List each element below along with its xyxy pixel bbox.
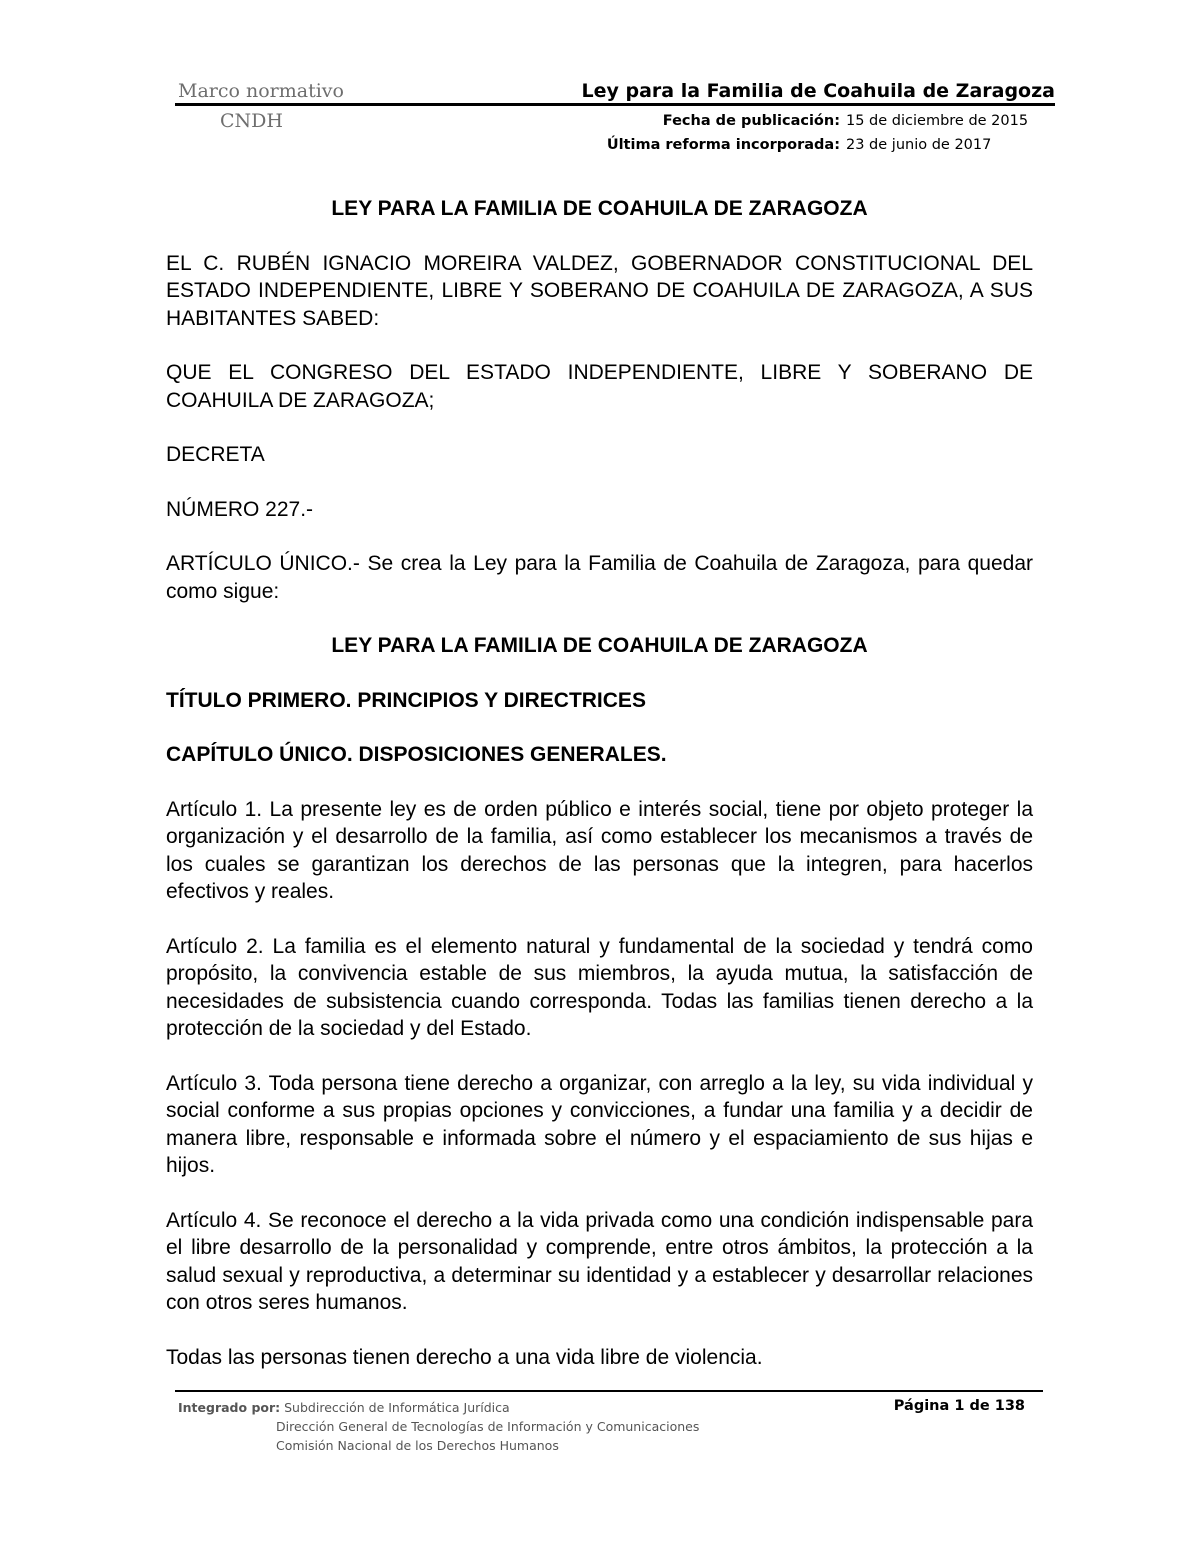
law-heading-2: LEY PARA LA FAMILIA DE COAHUILA DE ZARAGOZA	[331, 634, 868, 657]
law-heading: LEY PARA LA FAMILIA DE COAHUILA DE ZARAGOZA	[331, 197, 868, 220]
header-rule	[175, 103, 1055, 106]
footer-credits	[178, 1398, 699, 1455]
article-4: Artículo 4. Se reconoce el derecho a la vida privada como una condición indispensable para el libre desarrollo de la personalidad y comprende, entre otros ámbitos, la protección a la salud sexual y reproductiva, a determinar su identidad y a establecer y desarrollar relaciones con otros seres humanos.	[166, 1208, 1033, 1314]
header-law-title: Ley para la Familia de Coahuila de Zaragoza	[581, 80, 1055, 102]
document-body	[166, 195, 1033, 1398]
footer-line-2: Dirección General de Tecnologías de Información y Comunicaciones	[276, 1419, 700, 1434]
footer-label: Integrado por:	[178, 1400, 281, 1415]
header-cndh: CNDH	[220, 110, 283, 132]
governor-intro: EL C. RUBÉN IGNACIO MOREIRA VALDEZ, GOBERNADOR CONSTITUCIONAL DEL ESTADO INDEPENDIENTE, LIBRE Y SOBERANO DE COAHUILA DE ZARAGOZA, A SUS HABITANTES SABED:	[166, 251, 1033, 330]
closing-paragraph: Todas las personas tienen derecho a una vida libre de violencia.	[166, 1345, 763, 1369]
header-dates	[560, 109, 1030, 157]
decree-number: NÚMERO 227.-	[166, 497, 314, 521]
last-reform-value: 23 de junio de 2017	[846, 137, 992, 153]
articulo-unico: ARTÍCULO ÚNICO.- Se crea la Ley para la Familia de Coahuila de Zaragoza, para quedar como sigue:	[166, 552, 1033, 603]
publication-date-value: 15 de diciembre de 2015	[846, 113, 1029, 129]
article-2: Artículo 2. La familia es el elemento natural y fundamental de la sociedad y tendrá como propósito, la convivencia estable de sus miembros, la ayuda mutua, la satisfacción de necesidades de subsistencia cuando corresponda. Todas las familias tienen derecho a la protección de la sociedad y del Estado.	[166, 934, 1033, 1040]
footer-rule	[175, 1390, 1043, 1392]
page-number: Página 1 de 138	[893, 1398, 1025, 1414]
footer-line-3: Comisión Nacional de los Derechos Humanos	[276, 1438, 559, 1453]
last-reform-label: Última reforma incorporada:	[606, 137, 840, 153]
congress-paragraph: QUE EL CONGRESO DEL ESTADO INDEPENDIENTE, LIBRE Y SOBERANO DE COAHUILA DE ZARAGOZA;	[166, 361, 1033, 412]
titulo-primero: TÍTULO PRIMERO. PRINCIPIOS Y DIRECTRICES	[166, 688, 646, 712]
article-3: Artículo 3. Toda persona tiene derecho a organizar, con arreglo a la ley, su vida individual y social conforme a sus propias opciones y convicciones, a fundar una familia y a decidir de manera libre, responsable e informada sobre el número y el espaciamiento de sus hijas e hijos.	[166, 1071, 1033, 1177]
capitulo-unico: CAPÍTULO ÚNICO. DISPOSICIONES GENERALES.	[166, 743, 667, 766]
decreta: DECRETA	[166, 443, 265, 466]
article-1: Artículo 1. La presente ley es de orden público e interés social, tiene por objeto proteger la organización y el desarrollo de la familia, así como establecer los mecanismos a través de los cuales se garantizan los derechos de las personas que la integren, para hacerlos efectivos y reales.	[166, 797, 1033, 903]
footer-line-1: Subdirección de Informática Jurídica	[284, 1400, 510, 1415]
header-marco-normativo: Marco normativo	[178, 80, 344, 102]
publication-date-label: Fecha de publicación:	[662, 113, 840, 129]
